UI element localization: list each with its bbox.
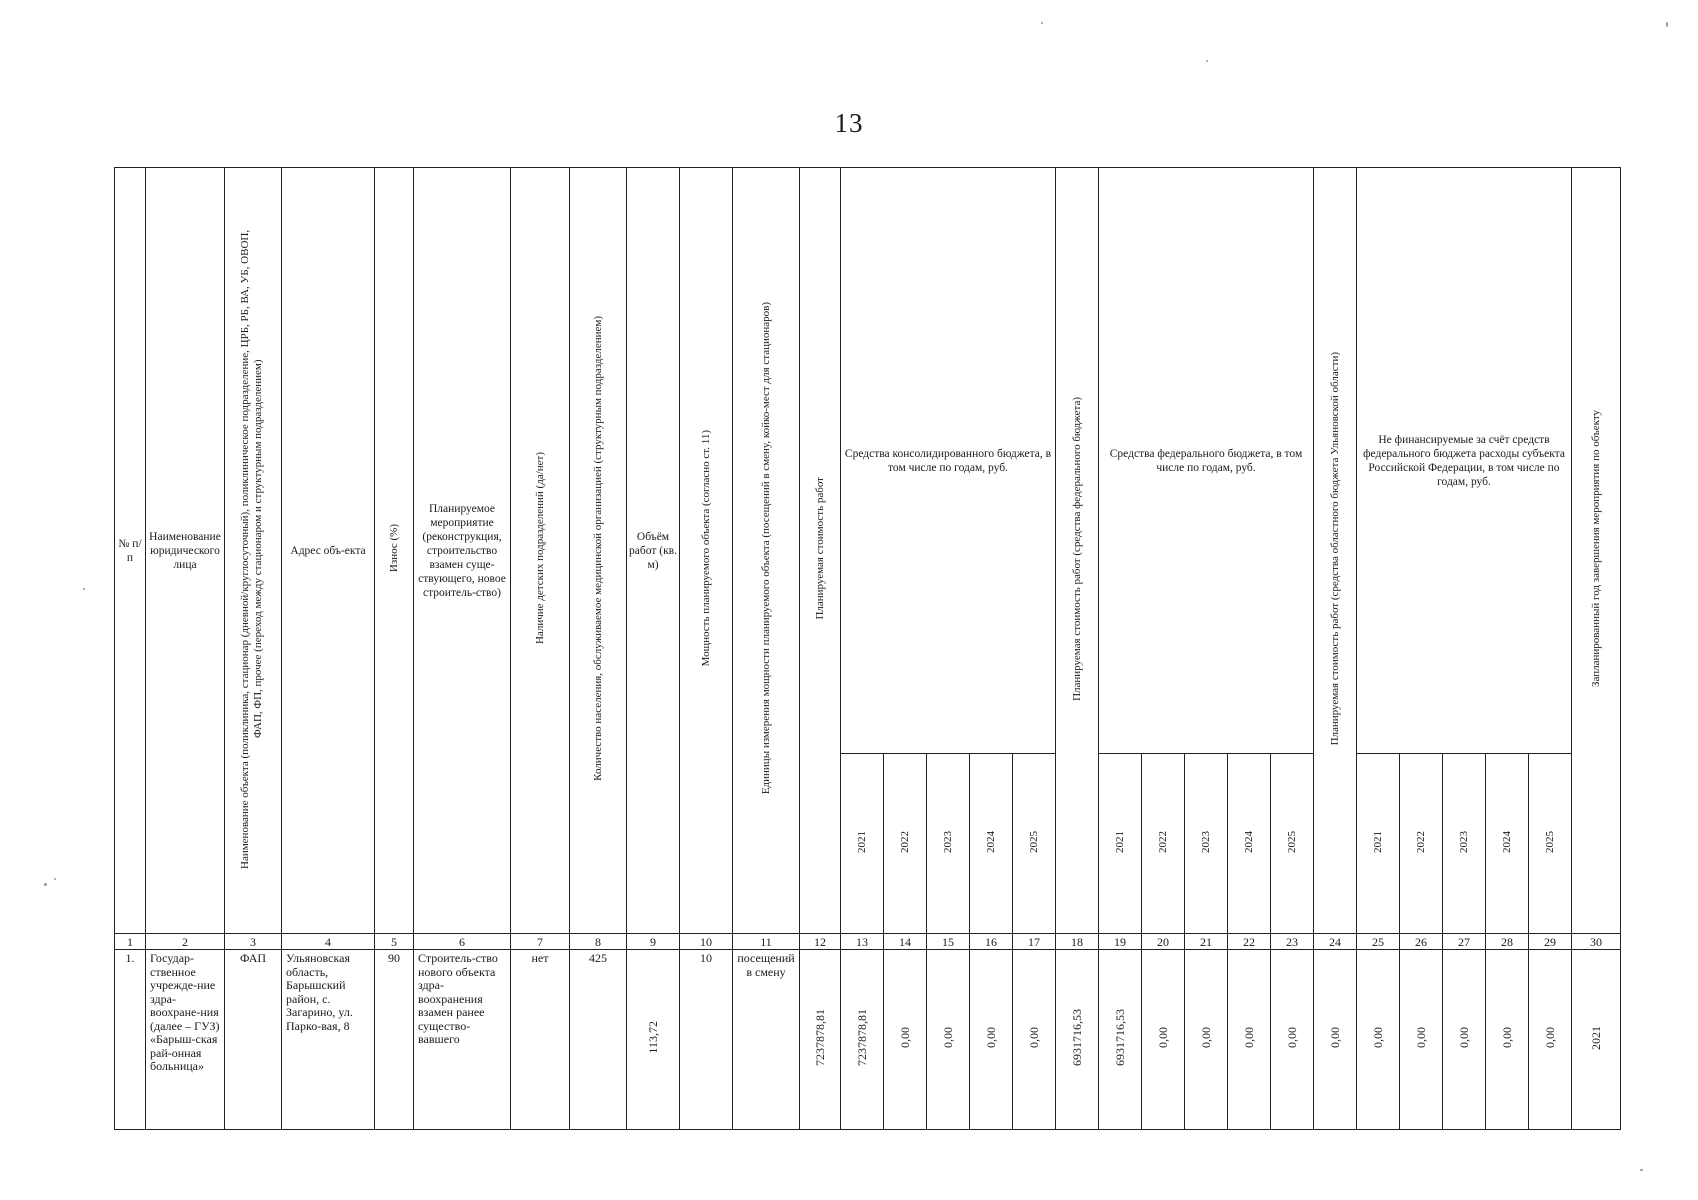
header-children-units: Наличие детских подразделений (да/нет) [533,452,546,645]
year-label: 2023 [941,830,954,853]
header-number: № п/п [115,168,146,934]
federal-2022-cell: 0,00 [1155,1027,1170,1048]
address-cell: Ульяновская область, Барышский район, с. Загарино, ул. Парко-вая, 8 [282,950,375,1130]
row-number: 1. [115,950,146,1130]
column-number: 9 [627,934,680,950]
column-number: 22 [1228,934,1271,950]
column-number: 1 [115,934,146,950]
federal-cost-cell: 6931716,53 [1069,1009,1084,1066]
column-number: 7 [511,934,570,950]
header-federal-budget: Средства федерального бюджета, в том числе по годам, руб. [1099,168,1314,754]
consolidated-2021-cell: 7237878,81 [854,1009,869,1066]
children-units-cell: нет [511,950,570,1130]
regional-cost-cell: 0,00 [1327,1027,1342,1048]
regional-2021-cell: 0,00 [1370,1027,1385,1048]
year-label: 2021 [855,830,868,853]
capacity-unit-cell: посещений в смену [733,950,800,1130]
column-number: 23 [1271,934,1314,950]
regional-2023-cell: 0,00 [1456,1027,1471,1048]
header-volume: Объём работ (кв. м) [627,168,680,934]
legal-entity-cell: Государ-ственное учрежде-ние здра-воохране-ния (далее – ГУЗ) «Барыш-ская рай-онная больница» [146,950,225,1130]
page-number: 13 [834,108,864,138]
column-number: 24 [1314,934,1357,950]
year-label: 2022 [1156,830,1169,853]
header-planned-cost: Планируемая стоимость работ [813,477,826,620]
federal-2024-cell: 0,00 [1241,1027,1256,1048]
year-label: 2025 [1285,830,1298,853]
column-number: 14 [884,934,927,950]
header-regional-unfunded: Не финансируемые за счёт средств федерального бюджета расходы субъекта Российской Федерации, в том числе по годам, руб. [1357,168,1572,754]
header-regional-cost: Планируемая стоимость работ (средства областного бюджета Ульяновской области) [1328,351,1341,746]
year-label: 2022 [898,830,911,853]
year-label: 2021 [1371,830,1384,853]
header-address: Адрес объ-екта [282,168,375,934]
column-number: 6 [414,934,511,950]
column-number: 13 [841,934,884,950]
column-number: 16 [970,934,1013,950]
scan-speck [54,878,56,880]
column-number: 5 [375,934,414,950]
planned-cost-cell: 7237878,81 [812,1009,827,1066]
federal-2025-cell: 0,00 [1284,1027,1299,1048]
header-capacity-unit: Единицы измерения мощности планируемого объекта (посещений в смену, койко-мест для стационаров) [759,302,772,795]
year-label: 2025 [1027,830,1040,853]
column-number: 20 [1142,934,1185,950]
year-label: 2021 [1113,830,1126,853]
header-population: Количество населения, обслуживаемое медицинской организацией (структурным подразделением) [591,316,604,781]
column-number: 4 [282,934,375,950]
consolidated-2025-cell: 0,00 [1026,1027,1041,1048]
column-number: 10 [680,934,733,950]
column-number: 18 [1056,934,1099,950]
column-numbers-row [115,934,1621,950]
federal-2023-cell: 0,00 [1198,1027,1213,1048]
column-number: 2 [146,934,225,950]
header-object-name: Наименование объекта (поликлиника, стационар (дневной/круглосуточный), поликлиническое подразделение, ЦРБ, РБ, ВА, УБ, ОВОП, ФАП, ФП, прочее (переход между стационаром и структурным подразделением) [239,228,264,869]
column-number: 15 [927,934,970,950]
population-cell: 425 [570,950,627,1130]
scan-speck [1041,22,1043,24]
scan-speck [83,588,85,590]
scan-speck [1640,1169,1643,1171]
year-label: 2024 [1242,830,1255,853]
year-label: 2025 [1543,830,1556,853]
consolidated-2024-cell: 0,00 [983,1027,998,1048]
scan-speck [1206,60,1208,62]
column-number: 12 [800,934,841,950]
header-planned-action: Планируемое мероприятие (реконструкция, строительство взамен суще-ствующего, новое строитель-ство) [414,168,511,934]
header-capacity: Мощность планируемого объекта (согласно ст. 11) [699,430,712,667]
consolidated-2022-cell: 0,00 [897,1027,912,1048]
investment-table [114,167,1621,1130]
year-label: 2024 [984,830,997,853]
column-number: 28 [1486,934,1529,950]
federal-2021-cell: 6931716,53 [1112,1009,1127,1066]
regional-2022-cell: 0,00 [1413,1027,1428,1048]
regional-2024-cell: 0,00 [1499,1027,1514,1048]
completion-year-cell: 2021 [1588,1025,1603,1050]
scan-speck [44,883,47,886]
table-row [115,950,1621,1130]
object-cell: ФАП [225,950,282,1130]
header-wear: Износ (%) [387,524,400,573]
column-number: 30 [1572,934,1621,950]
column-number: 26 [1400,934,1443,950]
column-number: 8 [570,934,627,950]
column-number: 21 [1185,934,1228,950]
column-number: 29 [1529,934,1572,950]
column-number: 25 [1357,934,1400,950]
volume-cell: 113,72 [645,1021,660,1054]
capacity-cell: 10 [680,950,733,1130]
column-number: 17 [1013,934,1056,950]
year-label: 2023 [1457,830,1470,853]
regional-2025-cell: 0,00 [1542,1027,1557,1048]
column-number: 27 [1443,934,1486,950]
scan-speck [1666,22,1668,27]
header-federal-cost: Планируемая стоимость работ (средства федерального бюджета) [1070,396,1083,701]
header-consolidated-budget: Средства консолидированного бюджета, в том числе по годам, руб. [841,168,1056,754]
column-number: 3 [225,934,282,950]
column-number: 19 [1099,934,1142,950]
year-label: 2023 [1199,830,1212,853]
year-label: 2024 [1500,830,1513,853]
consolidated-2023-cell: 0,00 [940,1027,955,1048]
header-legal-entity: Наименование юридического лица [146,168,225,934]
year-label: 2022 [1414,830,1427,853]
wear-cell: 90 [375,950,414,1130]
column-number: 11 [733,934,800,950]
planned-action-cell: Строитель-ство нового объекта здра-воохранения взамен ранее существо-вавшего [414,950,511,1130]
header-completion-year: Запланированный год завершения мероприятия по объекту [1589,409,1602,688]
